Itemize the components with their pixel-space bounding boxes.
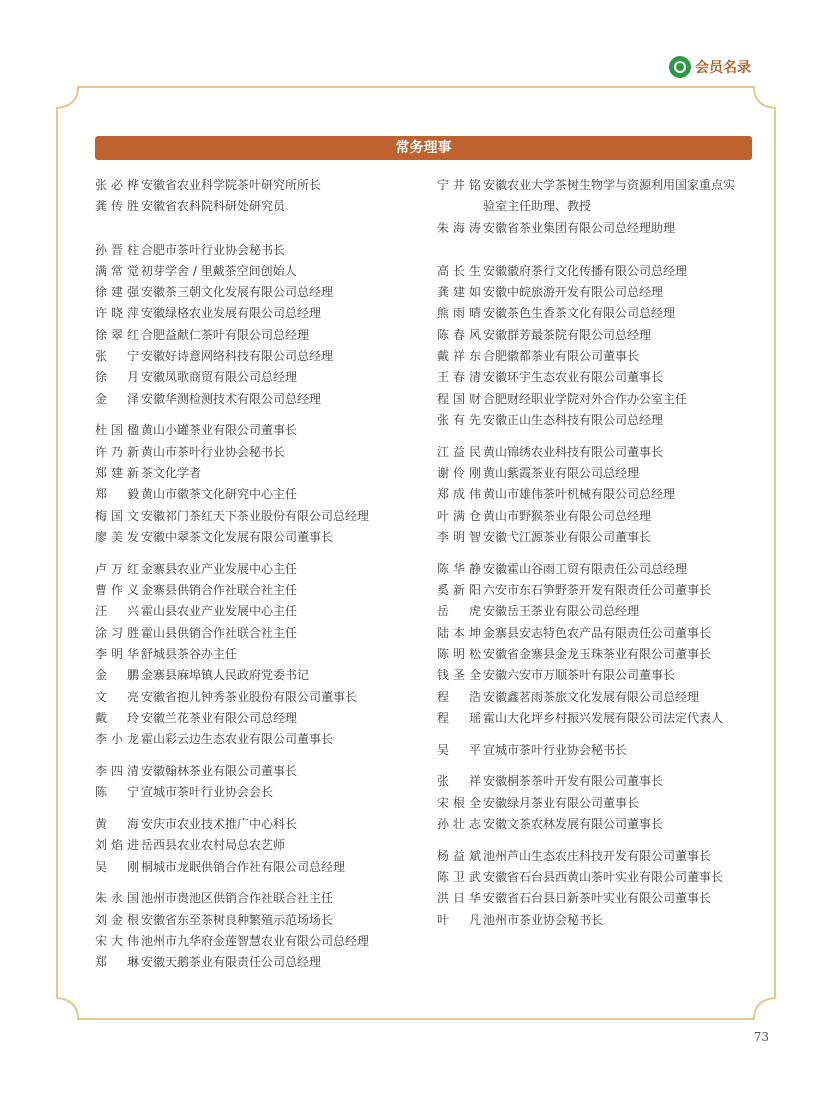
member-name: 程国财 [437, 391, 481, 406]
member-title: 安徽茶三朝文化发展有限公司总经理 [141, 285, 334, 300]
member-row [437, 665, 757, 686]
member-title: 安徽绿格农业发展有限公司总经理 [141, 306, 322, 321]
member-row [437, 303, 757, 324]
member-name: 梅国文 [95, 508, 139, 523]
member-name: 王春清 [437, 370, 481, 385]
member-row [95, 835, 425, 856]
member-title: 安徽省抱儿钟秀茶业股份有限公司董事长 [141, 689, 358, 704]
member-name: 孙壮志 [437, 817, 481, 832]
member-name: 金鹏 [95, 668, 139, 683]
member-row [95, 665, 425, 686]
member-name: 徐翠红 [95, 327, 139, 342]
member-title: 安徽省茶业集团有限公司总经理助理 [483, 220, 676, 235]
logo-icon [669, 56, 691, 78]
member-name: 程瑶 [437, 710, 481, 725]
member-name: 张宁 [95, 349, 139, 364]
member-title: 黄山小罐茶业有限公司董事长 [141, 423, 298, 438]
member-title: 安徽文茶农林发展有限公司董事长 [483, 817, 664, 832]
member-name: 高长生 [437, 263, 481, 278]
member-name: 许晓萍 [95, 306, 139, 321]
member-row [95, 442, 425, 463]
member-title: 金寨县农业产业发展中心主任 [141, 561, 298, 576]
member-name: 陆本坤 [437, 625, 481, 640]
member-name: 陈宁 [95, 785, 139, 800]
member-row [437, 346, 757, 367]
page-number: 73 [753, 1030, 769, 1044]
member-name: 徐建强 [95, 285, 139, 300]
member-title: 安徽省金寨县金龙玉珠茶业有限公司董事长 [483, 646, 712, 661]
member-row [95, 484, 425, 505]
member-name: 黄海 [95, 817, 139, 832]
member-row [437, 687, 757, 708]
member-title: 霍山县农业产业发展中心主任 [141, 604, 298, 619]
member-title: 金寨县供销合作社联合社主任 [141, 583, 298, 598]
member-title: 安徽绿月茶业有限公司董事长 [483, 795, 640, 810]
member-row [437, 771, 757, 792]
member-row [95, 931, 425, 952]
member-group [437, 740, 757, 761]
member-title: 霍山县供销合作社联合社主任 [141, 625, 298, 640]
member-name: 李明智 [437, 529, 481, 544]
member-row [437, 580, 757, 601]
member-group [437, 175, 757, 239]
member-title: 池州芦山生态农庄科技开发有限公司董事长 [483, 848, 712, 863]
member-name: 吴平 [437, 742, 481, 757]
member-row [437, 261, 757, 282]
member-name: 文亮 [95, 689, 139, 704]
member-row [95, 601, 425, 622]
member-title: 安徽省石台县西黄山茶叶实业有限公司董事长 [483, 870, 724, 885]
member-title: 安徽省东至茶树良种繁殖示范场场长 [141, 912, 334, 927]
member-group [95, 240, 425, 410]
member-title: 黄山市野猴茶业有限公司总经理 [483, 508, 652, 523]
member-row [437, 814, 757, 835]
member-name: 廖美发 [95, 529, 139, 544]
member-title: 安徽省农业科学院茶叶研究所所长 [141, 178, 322, 192]
member-row [95, 389, 425, 410]
member-row [95, 240, 425, 261]
badge-label: 会员名录 [695, 60, 751, 76]
member-title: 金寨县麻埠镇人民政府党委书记 [141, 668, 310, 683]
member-name: 洪日华 [437, 891, 481, 906]
member-name: 宁井铭 [437, 178, 481, 192]
member-title: 安徽群芳最茶院有限公司总经理 [483, 327, 652, 342]
member-title: 安徽环宇生态农业有限公司董事长 [483, 370, 664, 385]
member-directory-badge [669, 56, 751, 78]
member-row [95, 687, 425, 708]
member-title: 安徽正山生态科技有限公司总经理 [483, 412, 664, 427]
member-row [437, 367, 757, 388]
member-title: 宣城市茶叶行业协会会长 [141, 785, 274, 800]
member-row [95, 580, 425, 601]
member-title: 黄山市茶叶行业协会秘书长 [141, 444, 286, 459]
member-name: 刘焰进 [95, 838, 139, 853]
member-title: 安徽兰花茶业有限公司总经理 [141, 710, 298, 725]
member-title: 霍山彩云边生态农业有限公司董事长 [141, 732, 334, 747]
member-name: 满常觉 [95, 263, 139, 278]
member-title: 茶文化学者 [141, 466, 202, 481]
member-row [95, 506, 425, 527]
member-row [437, 325, 757, 346]
member-row [95, 527, 425, 548]
member-name: 吴刚 [95, 859, 139, 874]
member-title: 合肥益献仁茶叶有限公司总经理 [141, 327, 310, 342]
member-name: 郑琳 [95, 955, 139, 970]
member-title: 合肥财经职业学院对外合作办公室主任 [483, 391, 688, 406]
member-name: 李明华 [95, 646, 139, 661]
member-name: 孙晋柱 [95, 242, 139, 257]
member-title: 霍山大化坪乡村振兴发展有限公司法定代表人 [483, 710, 724, 725]
member-title: 安徽中翠茶文化发展有限公司董事长 [141, 529, 334, 544]
member-group [437, 559, 757, 729]
section-title: 常务理事 [95, 136, 752, 160]
member-title: 安徽桐茶茶叶开发有限公司董事长 [483, 774, 664, 789]
member-title: 池州市茶业协会秘书长 [483, 912, 604, 927]
member-title: 六安市东石笋野茶开发有限责任公司董事长 [483, 583, 712, 598]
member-group [437, 442, 757, 548]
member-name: 卢万红 [95, 561, 139, 576]
member-name: 叶凡 [437, 912, 481, 927]
member-title: 安庆市农业技术推广中心科长 [141, 817, 298, 832]
member-title: 黄山市雄伟茶叶机械有限公司总经理 [483, 487, 676, 502]
member-row [437, 601, 757, 622]
member-title: 安徽岳王茶业有限公司总经理 [483, 604, 640, 619]
member-name: 汪兴 [95, 604, 139, 619]
member-row [437, 484, 757, 505]
member-name: 郑毅 [95, 487, 139, 502]
member-title: 安徽省农科院科研处研究员 [141, 199, 286, 214]
member-name: 陈春风 [437, 327, 481, 342]
member-row [437, 410, 757, 431]
member-title: 验室主任助理、教授 [483, 199, 592, 214]
member-title: 安徽华测检测技术有限公司总经理 [141, 391, 322, 406]
member-title: 安徽鑫茗雨茶旅文化发展有限公司总经理 [483, 689, 700, 704]
member-title: 宣城市茶叶行业协会秘书长 [483, 742, 628, 757]
member-row [95, 623, 425, 644]
member-name: 张有先 [437, 412, 481, 427]
member-row [437, 175, 757, 196]
member-row [437, 846, 757, 867]
member-group [95, 814, 425, 878]
member-group [95, 888, 425, 973]
member-title: 安徽农业大学茶树生物学与资源利用国家重点实 [483, 178, 736, 192]
member-row [437, 282, 757, 303]
member-row [95, 559, 425, 580]
member-name: 李四清 [95, 763, 139, 778]
member-name: 李小龙 [95, 732, 139, 747]
member-row [95, 346, 425, 367]
member-name: 张必桦 [95, 178, 139, 192]
member-name: 陈卫武 [437, 870, 481, 885]
member-row [437, 442, 757, 463]
member-row [95, 463, 425, 484]
member-title: 安徽霍山谷雨工贸有限责任公司总经理 [483, 561, 688, 576]
member-row [95, 729, 425, 750]
member-group [95, 420, 425, 548]
member-name: 郑建新 [95, 466, 139, 481]
member-name: 曹作义 [95, 583, 139, 598]
member-row [437, 740, 757, 761]
member-group [95, 175, 425, 218]
member-name: 叶满仓 [437, 508, 481, 523]
member-row [437, 559, 757, 580]
member-title: 合肥徽都茶业有限公司董事长 [483, 349, 640, 364]
member-row [95, 175, 425, 196]
member-name: 郑成伟 [437, 487, 481, 502]
member-row [95, 857, 425, 878]
member-row [95, 282, 425, 303]
member-row [95, 814, 425, 835]
member-group [437, 771, 757, 835]
member-row [437, 389, 757, 410]
member-group [437, 261, 757, 431]
member-title: 初芽学舍 / 里戴茶空间创始人 [141, 263, 297, 278]
member-title: 安徽徽府茶行文化传播有限公司总经理 [483, 263, 688, 278]
member-name: 朱永国 [95, 891, 139, 906]
member-name: 钱圣全 [437, 668, 481, 683]
member-name: 谢伶刚 [437, 466, 481, 481]
member-title: 安徽天鹅茶业有限责任公司总经理 [141, 955, 322, 970]
member-name: 徐月 [95, 370, 139, 385]
member-row [437, 218, 757, 239]
member-row [95, 644, 425, 665]
member-title: 池州市贵池区供销合作社联合社主任 [141, 891, 334, 906]
member-name: 龚传胜 [95, 199, 139, 214]
member-title: 安徽凤歌商贸有限公司总经理 [141, 370, 298, 385]
member-row [95, 303, 425, 324]
member-title: 金寨县安志特色农产品有限责任公司董事长 [483, 625, 712, 640]
member-title: 安徽祁门茶红天下茶业股份有限公司总经理 [141, 508, 370, 523]
member-name: 龚建如 [437, 285, 481, 300]
member-name: 陈华静 [437, 561, 481, 576]
member-title: 黄山市徽茶文化研究中心主任 [141, 487, 298, 502]
member-name: 江益民 [437, 444, 481, 459]
member-name: 奚新阳 [437, 583, 481, 598]
member-row [95, 952, 425, 973]
member-title: 桐城市龙眠供销合作社有限公司总经理 [141, 859, 346, 874]
member-row [437, 463, 757, 484]
left-column [95, 175, 425, 984]
member-group [437, 846, 757, 931]
member-row [437, 708, 757, 729]
member-name: 朱海涛 [437, 220, 481, 235]
member-title: 安徽弋江源茶业有限公司董事长 [483, 529, 652, 544]
member-title: 岳西县农业农村局总农艺师 [141, 838, 286, 853]
member-name: 程浩 [437, 689, 481, 704]
member-group [95, 761, 425, 804]
member-row [95, 325, 425, 346]
member-title: 安徽好诗意网络科技有限公司总经理 [141, 349, 334, 364]
member-row [95, 761, 425, 782]
member-row [95, 708, 425, 729]
member-title: 安徽翰林茶业有限公司董事长 [141, 763, 298, 778]
member-title: 黄山锦绣农业科技有限公司董事长 [483, 444, 664, 459]
member-name: 金泽 [95, 391, 139, 406]
member-name: 张祥 [437, 774, 481, 789]
member-row [95, 196, 425, 217]
member-title: 合肥市茶叶行业协会秘书长 [141, 242, 286, 257]
member-row [95, 782, 425, 803]
member-row [95, 888, 425, 909]
member-row [437, 793, 757, 814]
member-title: 安徽中皖旅游开发有限公司总经理 [483, 285, 664, 300]
member-row [437, 196, 757, 217]
member-name: 宋大伟 [95, 934, 139, 948]
member-name: 刘金根 [95, 912, 139, 927]
member-row [437, 867, 757, 888]
member-row [95, 261, 425, 282]
member-name: 熊雨晴 [437, 306, 481, 321]
member-title: 安徽茶色生香茶文化有限公司总经理 [483, 306, 676, 321]
member-row [437, 644, 757, 665]
member-row [437, 910, 757, 931]
member-name: 宋根全 [437, 795, 481, 810]
member-name: 戴祥东 [437, 349, 481, 364]
member-row [437, 506, 757, 527]
member-name: 陈明松 [437, 646, 481, 661]
member-title: 舒城县茶谷办主任 [141, 646, 238, 661]
member-name: 杨益斌 [437, 848, 481, 863]
right-column [437, 175, 757, 942]
member-group [95, 559, 425, 751]
member-name: 杜国楹 [95, 423, 139, 438]
member-row [95, 420, 425, 441]
member-row [437, 888, 757, 909]
member-row [437, 623, 757, 644]
member-title: 安徽省石台县日新茶叶实业有限公司董事长 [483, 891, 712, 906]
member-row [95, 367, 425, 388]
member-name: 许乃新 [95, 444, 139, 459]
member-title: 池州市九华府金莲智慧农业有限公司总经理 [141, 934, 370, 948]
member-name: 戴玲 [95, 710, 139, 725]
member-name: 涂习胜 [95, 625, 139, 640]
member-row [95, 910, 425, 931]
member-row [437, 527, 757, 548]
member-title: 安徽六安市万顺茶叶有限公司董事长 [483, 668, 676, 683]
member-title: 黄山紫霞茶业有限公司总经理 [483, 466, 640, 481]
member-name: 岳虎 [437, 604, 481, 619]
